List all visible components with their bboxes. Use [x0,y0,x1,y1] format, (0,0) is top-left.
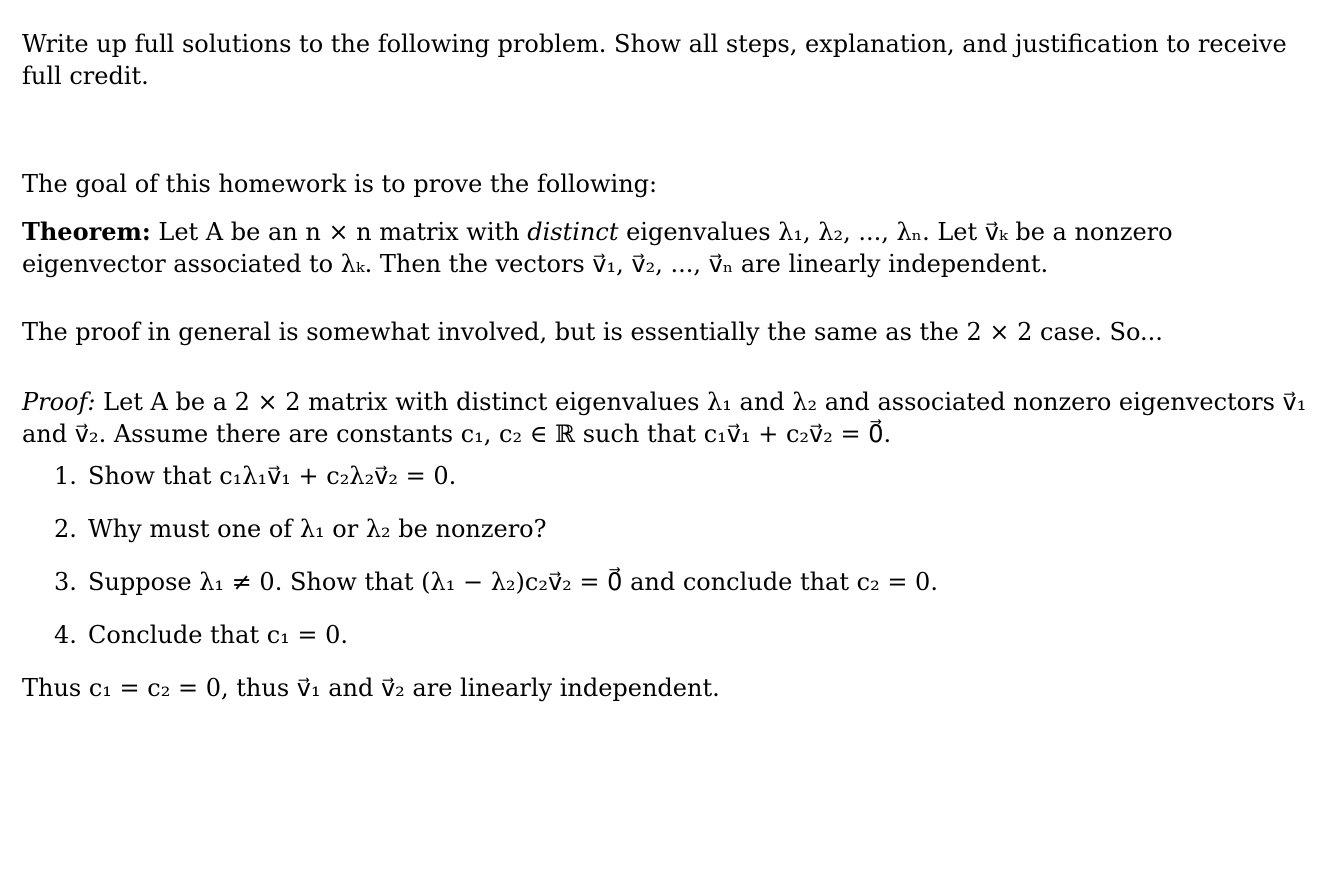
step-text: Conclude that c₁ = 0. [88,621,349,649]
step-number: 3. [54,568,77,596]
proof-step [54,619,1322,651]
theorem-label: Theorem: [22,217,151,246]
step-number: 4. [54,621,77,649]
proof-step [54,460,1322,492]
proof-steps-list [22,460,1322,651]
proof-step [54,566,1322,598]
step-text: Why must one of λ₁ or λ₂ be nonzero? [88,515,547,543]
step-text: Suppose λ₁ ≠ 0. Show that (λ₁ − λ₂)c₂v⃗₂ = 0⃗ and conclude that c₂ = 0. [88,568,938,596]
homework-document [22,28,1322,704]
theorem-body: eigenvalues λ₁, λ₂, ..., λₙ. Let v⃗ₖ be a nonzero eigenvector associated to λₖ. Then the vectors v⃗₁, v⃗₂, ..., v⃗ₙ are linearly independent. [22,218,1173,278]
goal-paragraph: The goal of this homework is to prove the following: [22,170,658,198]
proof-step [54,513,1322,545]
proof-body: Let A be a 2 × 2 matrix with distinct eigenvalues λ₁ and λ₂ and associated nonzero eigenvectors v⃗₁ and v⃗₂. Assume there are constants c₁, c₂ ∈ ℝ such that c₁v⃗₁ + c₂v⃗₂ = 0⃗. [22,388,1307,448]
theorem-intro: Let A be an n × n matrix with [150,218,528,246]
general-remark: The proof in general is somewhat involved, but is essentially the same as the 2 × 2 case. So... [22,318,1163,346]
theorem-statement [22,216,1322,280]
conclusion-paragraph: Thus c₁ = c₂ = 0, thus v⃗₁ and v⃗₂ are linearly independent. [22,674,720,702]
proof-setup [22,386,1322,450]
step-number: 1. [54,462,77,490]
step-text: Show that c₁λ₁v⃗₁ + c₂λ₂v⃗₂ = 0. [88,462,457,490]
step-number: 2. [54,515,77,543]
theorem-emphasis: distinct [527,218,619,246]
proof-label: Proof: [22,388,96,416]
instructions-paragraph: Write up full solutions to the following problem. Show all steps, explanation, and justification to receive full credit. [22,30,1287,90]
